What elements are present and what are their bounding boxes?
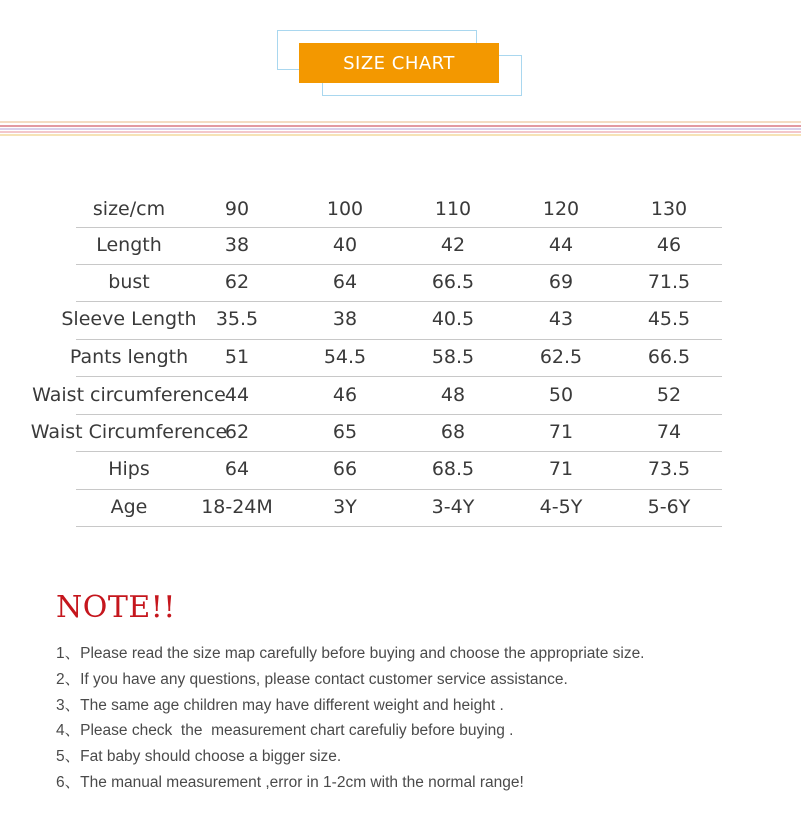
note-item: 1、Please read the size map carefully before buying and choose the appropriate size. — [56, 645, 645, 662]
table-cell: 64 — [332, 271, 358, 293]
table-cell: 18-24M — [201, 496, 273, 518]
table-cell: 42 — [440, 234, 466, 256]
row-label: bust — [108, 271, 150, 293]
table-cell: 46 — [332, 384, 358, 406]
note-item: 5、Fat baby should choose a bigger size. — [56, 748, 342, 766]
row-divider — [76, 526, 722, 527]
row-label: Hips — [108, 458, 150, 480]
table-cell: 38 — [332, 308, 358, 330]
table-cell: 35.5 — [215, 308, 259, 330]
table-cell: 64 — [224, 458, 250, 480]
table-cell: 58.5 — [431, 346, 475, 368]
stripe-line — [0, 134, 801, 136]
stripe-line — [0, 121, 801, 123]
table-cell: 68.5 — [431, 458, 475, 480]
table-cell: 65 — [332, 421, 358, 443]
table-cell: 54.5 — [323, 346, 367, 368]
table-cell: 66 — [332, 458, 358, 480]
table-cell: 40 — [332, 234, 358, 256]
note-item: 2、If you have any questions, please contact customer service assistance. — [56, 670, 568, 688]
table-cell: 62 — [224, 421, 250, 443]
note-title: NOTE!! — [56, 590, 176, 625]
stripe-line — [0, 125, 801, 127]
table-cell: 74 — [656, 421, 682, 443]
table-cell: 68 — [440, 421, 466, 443]
table-cell: 62 — [224, 271, 250, 293]
note-item: 4、Please check the measurement chart carefuliy before buying . — [56, 722, 514, 740]
note-item: 6、The manual measurement ,error in 1-2cm with the normal range! — [56, 773, 524, 791]
stripe-line — [0, 131, 801, 133]
table-cell: 69 — [548, 271, 574, 293]
note-item: 3、The same age children may have different weight and height . — [56, 696, 504, 714]
row-label: Waist circumference — [32, 384, 226, 406]
table-cell: 3-4Y — [431, 496, 475, 518]
table-cell: 66.5 — [431, 271, 475, 293]
row-label: Age — [110, 496, 148, 518]
table-cell: 71 — [548, 458, 574, 480]
row-label: Pants length — [69, 346, 189, 368]
table-cell: 71 — [548, 421, 574, 443]
header-cell-100: 100 — [326, 198, 364, 220]
header-cell-110: 110 — [434, 198, 472, 220]
table-cell: 5-6Y — [647, 496, 691, 518]
table-cell: 45.5 — [647, 308, 691, 330]
decorative-stripes — [0, 121, 801, 137]
table-cell: 40.5 — [431, 308, 475, 330]
table-cell: 38 — [224, 234, 250, 256]
table-cell: 73.5 — [647, 458, 691, 480]
table-cell: 66.5 — [647, 346, 691, 368]
row-label: Waist Circumference — [30, 421, 228, 443]
table-cell: 46 — [656, 234, 682, 256]
table-cell: 4-5Y — [539, 496, 583, 518]
table-cell: 51 — [224, 346, 250, 368]
size-chart-title: SIZE CHART — [299, 43, 499, 83]
table-cell: 44 — [224, 384, 250, 406]
table-cell: 71.5 — [647, 271, 691, 293]
stripe-line — [0, 128, 801, 130]
header-cell-120: 120 — [542, 198, 580, 220]
header-cell-90: 90 — [224, 198, 250, 220]
row-label: Length — [96, 234, 162, 256]
table-cell: 48 — [440, 384, 466, 406]
table-cell: 62.5 — [539, 346, 583, 368]
row-label: Sleeve Length — [61, 308, 197, 330]
table-cell: 44 — [548, 234, 574, 256]
header-cell-130: 130 — [650, 198, 688, 220]
header-cell-size: size/cm — [92, 198, 166, 220]
note-list — [56, 641, 786, 796]
table-cell: 50 — [548, 384, 574, 406]
table-cell: 52 — [656, 384, 682, 406]
table-cell: 43 — [548, 308, 574, 330]
table-cell: 3Y — [333, 496, 357, 518]
